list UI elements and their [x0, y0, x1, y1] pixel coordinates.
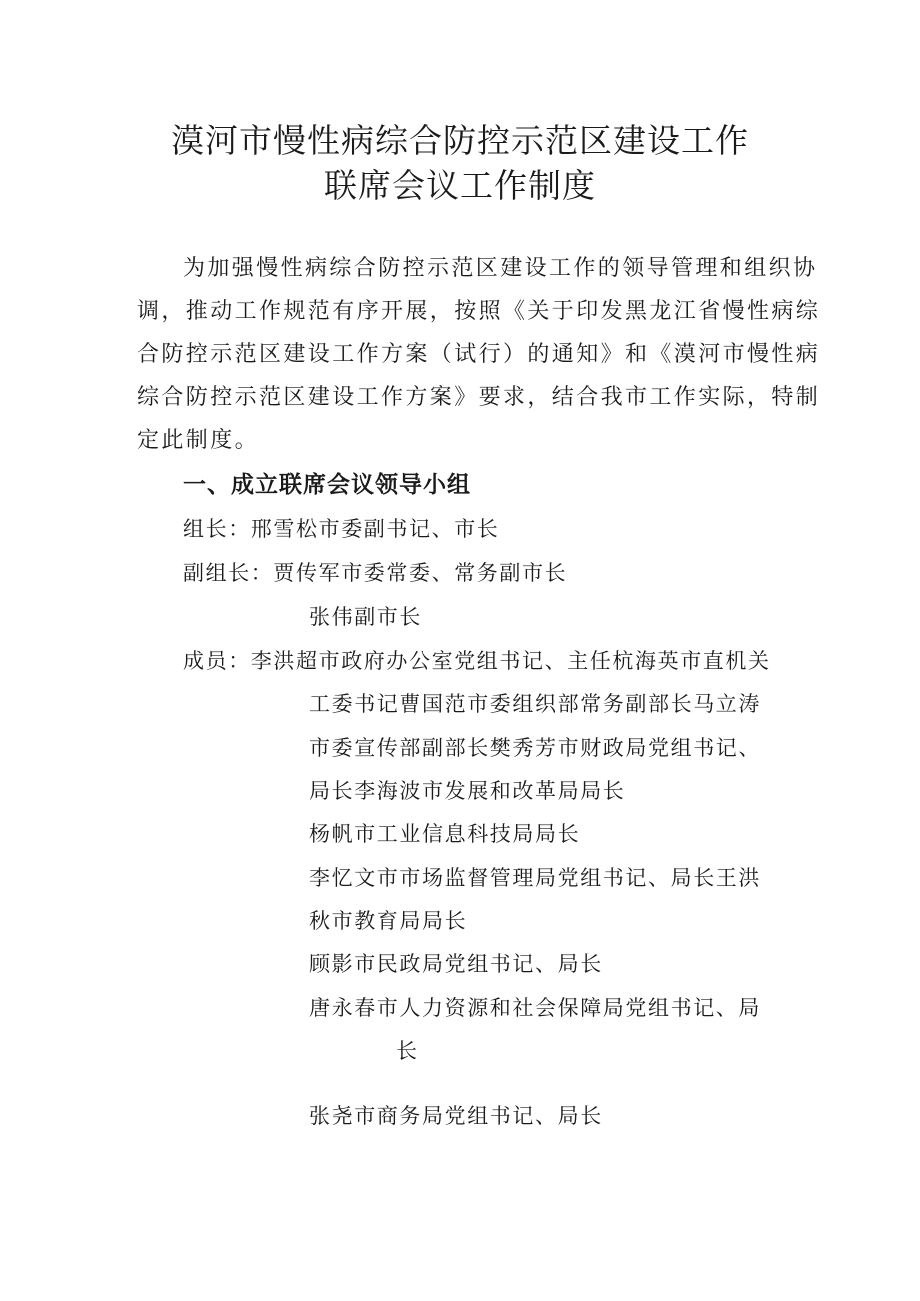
intro-line: 为加强慢性病综合防控示范区建设工作的领导管理和组织协 [183, 256, 818, 281]
members-line: 工委书记曹国范市委组织部常务副部长马立涛 [309, 692, 761, 716]
members-line: 顾影市民政局党组书记、局长 [309, 952, 603, 976]
members-line: 成员：李洪超市政府办公室党组书记、主任杭海英市直机关 [183, 649, 771, 673]
members-line: 唐永春市人力资源和社会保障局党组书记、局 [309, 996, 761, 1020]
intro-line: 综合防控示范区建设工作方案》要求，结合我市工作实际，特制 [137, 385, 821, 410]
members-line: 秋市教育局局长 [309, 909, 468, 933]
leader-line: 组长：邢雪松市委副书记、市长 [183, 517, 500, 541]
members-line: 杨帆市工业信息科技局局长 [309, 822, 581, 846]
intro-line: 定此制度。 [137, 428, 260, 453]
members-line: 张尧市商务局党组书记、局长 [309, 1104, 603, 1128]
intro-paragraph [137, 247, 821, 462]
document-title-line-1: 漠河市慢性病综合防控示范区建设工作 [171, 121, 749, 160]
members-line: 市委宣传部副部长樊秀芳市财政局党组书记、 [309, 736, 761, 760]
members-line: 李忆文市市场监督管理局党组书记、局长王洪 [309, 866, 761, 890]
members-line: 局长李海波市发展和改革局局长 [309, 779, 626, 803]
section-1-heading: 一、成立联席会议领导小组 [183, 472, 471, 498]
deputy-leader-line: 副组长：贾传军市委常委、常务副市长 [183, 561, 568, 585]
intro-line: 调，推动工作规范有序开展，按照《关于印发黑龙江省慢性病综 [137, 299, 821, 324]
intro-line: 合防控示范区建设工作方案（试行）的通知》和《漠河市慢性病 [137, 342, 821, 367]
document-title-line-2: 联席会议工作制度 [324, 166, 596, 205]
members-line: 长 [396, 1039, 419, 1063]
deputy-leader-line-2: 张伟副市长 [309, 605, 422, 629]
